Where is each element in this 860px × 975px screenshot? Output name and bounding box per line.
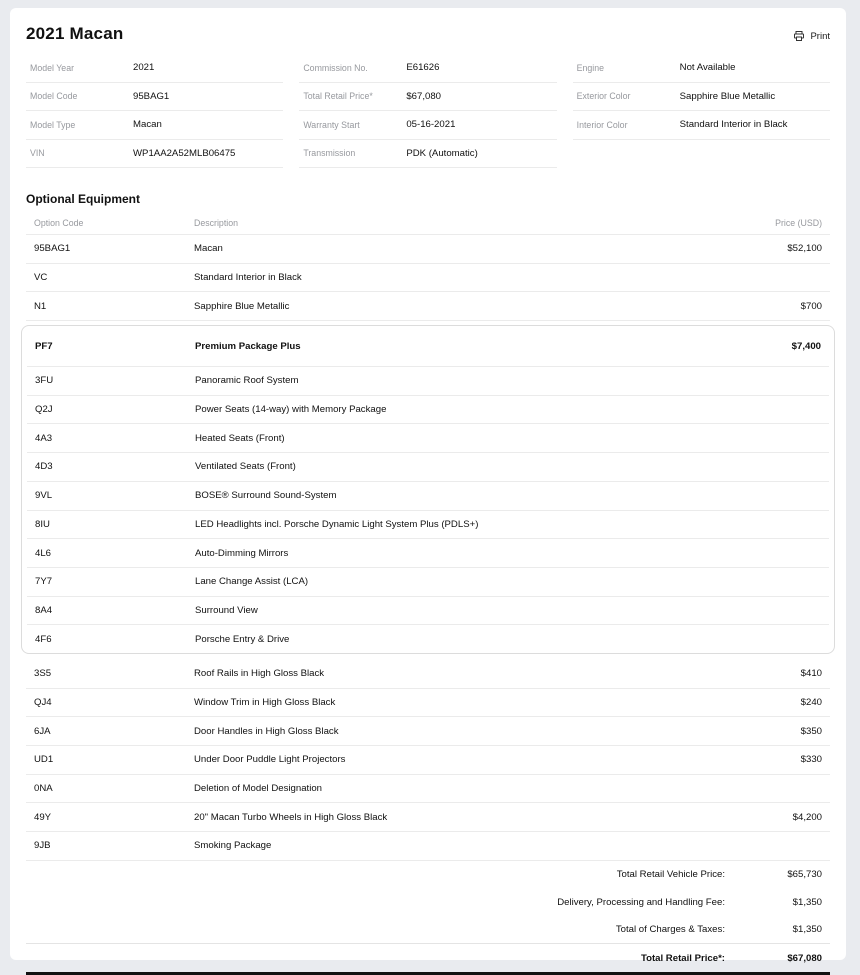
detail-label: Commission No.: [303, 62, 368, 73]
detail-value: 95BAG1: [133, 90, 170, 102]
package-price: $7,400: [791, 340, 821, 352]
detail-row: [573, 111, 830, 140]
option-price: $52,100: [787, 243, 822, 255]
option-code: 3FU: [35, 375, 54, 387]
detail-label: Transmission: [303, 148, 356, 159]
option-description: Standard Interior in Black: [194, 272, 302, 284]
option-code: 8A4: [35, 604, 53, 616]
option-row: [26, 689, 830, 718]
print-icon: [793, 30, 805, 42]
detail-row: [26, 83, 283, 112]
package-description: Premium Package Plus: [195, 340, 301, 352]
option-price: $330: [800, 754, 822, 766]
print-label: Print: [810, 30, 830, 42]
option-description: Surround View: [195, 604, 258, 616]
package-item-row: [27, 482, 829, 511]
total-label: Delivery, Processing and Handling Fee:: [557, 896, 725, 908]
package-item-row: [27, 597, 829, 626]
detail-label: Model Year: [30, 62, 75, 73]
detail-label: Total Retail Price*: [303, 91, 373, 102]
print-button[interactable]: [793, 24, 830, 42]
option-row: [26, 746, 830, 775]
detail-row: [573, 83, 830, 112]
vehicle-summary-card: [10, 8, 846, 964]
option-code: 9JB: [34, 840, 51, 852]
option-code: 0NA: [34, 783, 53, 795]
option-description: Roof Rails in High Gloss Black: [194, 668, 325, 680]
total-value: $67,080: [787, 952, 822, 964]
detail-label: Engine: [576, 62, 605, 73]
option-price: $240: [800, 696, 822, 708]
package-item-row: [27, 568, 829, 597]
detail-value: PDK (Automatic): [406, 147, 478, 159]
option-description: Window Trim in High Gloss Black: [194, 696, 336, 708]
totals-section: [26, 861, 830, 975]
option-code: 6JA: [34, 725, 51, 737]
option-description: Under Door Puddle Light Projectors: [194, 754, 346, 766]
option-description: Ventilated Seats (Front): [195, 461, 296, 473]
detail-value: Sapphire Blue Metallic: [679, 90, 776, 102]
option-code: 4A3: [35, 432, 53, 444]
total-value: $1,350: [792, 896, 822, 908]
package-item-row: [27, 367, 829, 396]
option-price: $4,200: [792, 811, 822, 823]
package-header-row: [27, 326, 829, 367]
column-header-price: Price (USD): [775, 218, 822, 228]
detail-value: Standard Interior in Black: [679, 119, 788, 131]
details-column-3: [573, 54, 830, 168]
option-code: 7Y7: [35, 576, 53, 588]
option-description: 20" Macan Turbo Wheels in High Gloss Black: [194, 811, 388, 823]
total-value: $1,350: [792, 924, 822, 935]
total-row: [26, 943, 830, 975]
option-price: $350: [800, 725, 822, 737]
column-header-option-code: Option Code: [34, 218, 84, 228]
option-description: Door Handles in High Gloss Black: [194, 725, 339, 737]
detail-label: Model Code: [30, 91, 78, 102]
detail-value: 2021: [133, 62, 155, 74]
equipment-rows-after-package: [26, 660, 830, 861]
package-item-row: [27, 625, 829, 653]
detail-value: Macan: [133, 119, 162, 131]
total-label: Total Retail Price*:: [640, 952, 725, 964]
total-label: Total Retail Vehicle Price:: [616, 869, 725, 880]
option-code: Q2J: [35, 404, 53, 416]
option-price: $700: [800, 300, 822, 312]
detail-value: 05-16-2021: [406, 119, 456, 131]
package-item-row: [27, 511, 829, 540]
option-code: 3S5: [34, 668, 52, 680]
detail-value: $67,080: [406, 90, 442, 102]
package-group-box: [21, 325, 835, 654]
detail-label: Model Type: [30, 119, 76, 130]
detail-row: [299, 83, 556, 112]
option-description: BOSE® Surround Sound-System: [195, 490, 337, 502]
details-column-1: [26, 54, 283, 168]
equipment-table-header: [26, 212, 830, 235]
details-column-2: [299, 54, 556, 168]
column-header-description: Description: [194, 218, 239, 228]
option-description: Macan: [194, 243, 223, 255]
detail-label: VIN: [30, 148, 45, 159]
package-item-row: [27, 396, 829, 425]
option-description: Smoking Package: [194, 840, 272, 852]
package-item-row: [27, 424, 829, 453]
detail-value: E61626: [406, 62, 440, 74]
total-row: [26, 861, 830, 889]
option-code: QJ4: [34, 696, 52, 708]
option-code: N1: [34, 300, 47, 312]
detail-row: [573, 54, 830, 83]
total-value: $65,730: [787, 869, 822, 880]
detail-row: [26, 111, 283, 140]
detail-row: [299, 140, 556, 169]
option-description: Sapphire Blue Metallic: [194, 300, 290, 312]
package-code: PF7: [35, 340, 53, 352]
page-title: 2021 Macan: [26, 24, 124, 43]
card-header: [26, 20, 830, 54]
option-code: UD1: [34, 754, 54, 766]
optional-equipment-heading: Optional Equipment: [26, 192, 140, 206]
option-row: [26, 775, 830, 804]
option-row: [26, 292, 830, 321]
option-description: Power Seats (14-way) with Memory Package: [195, 404, 387, 416]
package-item-row: [27, 539, 829, 568]
vehicle-details: [26, 54, 830, 168]
total-row: [26, 888, 830, 916]
detail-label: Exterior Color: [576, 91, 631, 102]
option-description: Deletion of Model Designation: [194, 783, 322, 795]
option-code: 4F6: [35, 633, 52, 645]
option-code: 8IU: [35, 518, 50, 530]
option-row: [26, 660, 830, 689]
option-code: 4L6: [35, 547, 52, 559]
total-label: Total of Charges & Taxes:: [615, 924, 725, 935]
package-item-row: [27, 453, 829, 482]
total-row: [26, 916, 830, 944]
equipment-rows-before-package: [26, 235, 830, 321]
detail-row: [299, 111, 556, 140]
option-code: 49Y: [34, 811, 52, 823]
detail-value: Not Available: [679, 62, 736, 74]
option-description: Panoramic Roof System: [195, 375, 299, 387]
option-code: 9VL: [35, 490, 53, 502]
detail-row: [26, 54, 283, 83]
detail-label: Interior Color: [576, 119, 628, 130]
package-items: [27, 367, 829, 653]
option-description: LED Headlights incl. Porsche Dynamic Light System Plus (PDLS+): [195, 518, 479, 530]
detail-label: Warranty Start: [303, 119, 360, 130]
option-description: Auto-Dimming Mirrors: [195, 547, 289, 559]
option-description: Lane Change Assist (LCA): [195, 576, 309, 588]
option-code: 4D3: [35, 461, 53, 473]
option-code: VC: [34, 272, 48, 284]
option-price: $410: [800, 668, 822, 680]
option-row: [26, 803, 830, 832]
option-row: [26, 235, 830, 264]
option-row: [26, 832, 830, 861]
option-row: [26, 264, 830, 293]
detail-row: [299, 54, 556, 83]
option-description: Heated Seats (Front): [195, 432, 285, 444]
option-code: 95BAG1: [34, 243, 71, 255]
option-description: Porsche Entry & Drive: [195, 633, 290, 645]
detail-value: WP1AA2A52MLB06475: [133, 147, 236, 159]
option-row: [26, 717, 830, 746]
detail-row: [26, 140, 283, 169]
